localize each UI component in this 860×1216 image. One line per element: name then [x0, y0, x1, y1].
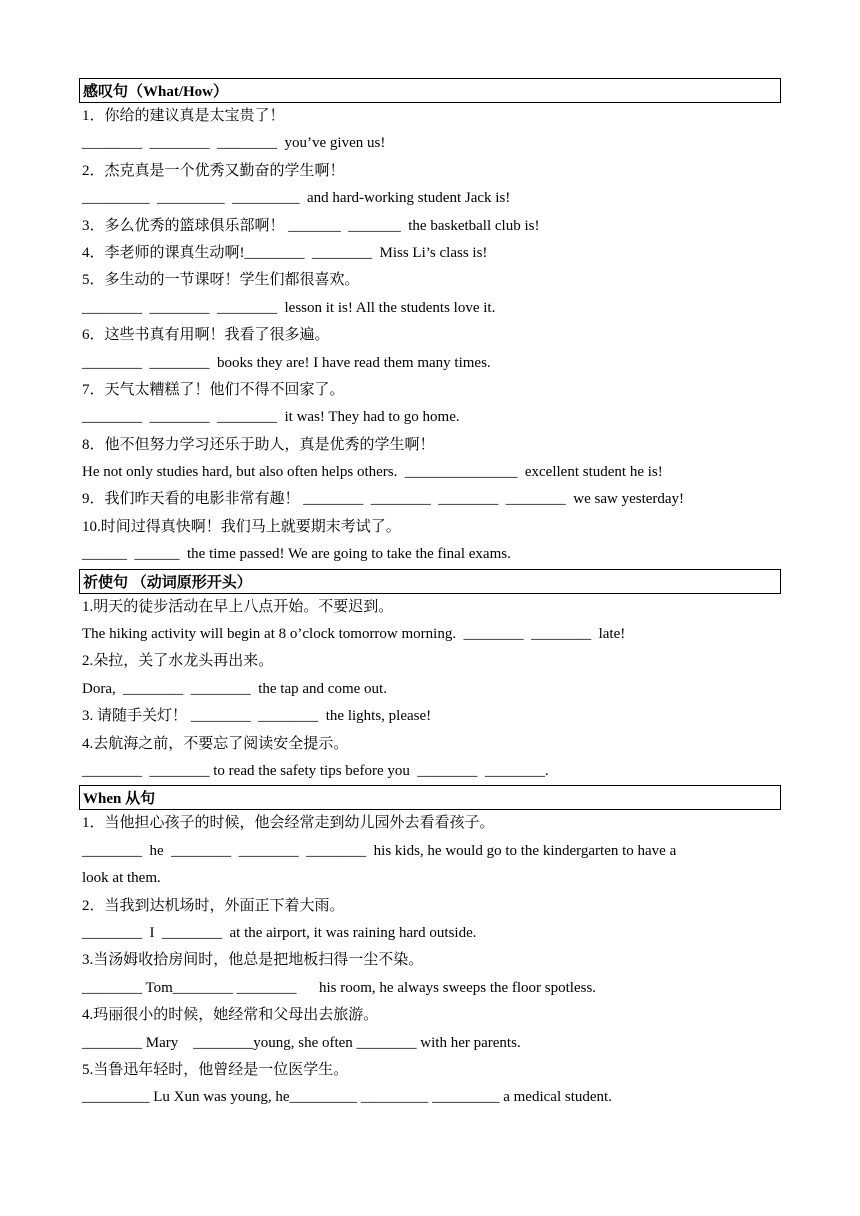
text-line: ________ I ________ at the airport, it was raining hard outside. — [82, 924, 477, 941]
section-when-clause-lines — [79, 810, 781, 1111]
text-line: 2．杰克真是一个优秀又勤奋的学生啊！ — [82, 162, 345, 179]
text-line: 3．多么优秀的篮球俱乐部啊！ _______ _______ the basketball club is! — [82, 217, 540, 234]
text-line: ________ ________ to read the safety tips before you ________ ________. — [82, 762, 549, 779]
text-line: 3. 请随手关灯！ ________ ________ the lights, please! — [82, 708, 432, 725]
text-line: ________ Tom________ ________ his room, he always sweeps the floor spotless. — [82, 979, 597, 996]
text-line: 6．这些书真有用啊！我看了很多遍。 — [82, 327, 330, 344]
section-exclamatory-lines — [79, 103, 781, 569]
text-line: ________ Mary ________young, she often ________ with her parents. — [82, 1034, 521, 1051]
text-line: ________ ________ books they are! I have read them many times. — [82, 354, 491, 371]
text-line: 8．他不但努力学习还乐于助人，真是优秀的学生啊！ — [82, 436, 435, 453]
section-header-when-clause: When 从句 — [79, 785, 781, 810]
text-line: look at them. — [82, 870, 161, 887]
section-header-imperative: 祈使句 （动词原形开头） — [79, 569, 781, 594]
text-line: The hiking activity will begin at 8 o’clock tomorrow morning. ________ ________ late! — [82, 626, 626, 643]
text-line: 4.去航海之前，不要忘了阅读安全提示。 — [82, 735, 349, 752]
text-line: ________ ________ ________ it was! They had to go home. — [82, 409, 460, 426]
text-line: 5.当鲁迅年轻时，他曾经是一位医学生。 — [82, 1061, 349, 1078]
worksheet — [79, 78, 781, 1112]
text-line: 2.朵拉，关了水龙头再出来。 — [82, 653, 274, 670]
text-line: 10.时间过得真快啊！我们马上就要期末考试了。 — [82, 518, 401, 535]
text-line: 1．当他担心孩子的时候，他会经常走到幼儿园外去看看孩子。 — [82, 815, 495, 832]
section-header-exclamatory: 感叹句（What/How） — [79, 78, 781, 103]
text-line: 1.明天的徒步活动在早上八点开始。不要迟到。 — [82, 598, 394, 615]
text-line: 7．天气太糟糕了！他们不得不回家了。 — [82, 381, 345, 398]
text-line: 4.玛丽很小的时候，她经常和父母出去旅游。 — [82, 1007, 379, 1024]
text-line: Dora, ________ ________ the tap and come out. — [82, 680, 387, 697]
text-line: ______ ______ the time passed! We are going to take the final exams. — [82, 546, 511, 563]
text-line: 2．当我到达机场时，外面正下着大雨。 — [82, 897, 345, 914]
text-line: ________ he ________ ________ ________ his kids, he would go to the kindergarten to have a — [82, 842, 677, 859]
text-line: 9．我们昨天看的电影非常有趣！ ________ ________ ________ ________ we saw yesterday! — [82, 491, 685, 508]
section-imperative-lines — [79, 594, 781, 786]
text-line: 5．多生动的一节课呀！学生们都很喜欢。 — [82, 272, 360, 289]
text-line: 3.当汤姆收拾房间时，他总是把地板扫得一尘不染。 — [82, 952, 424, 969]
text-line: ________ ________ ________ lesson it is! All the students love it. — [82, 299, 496, 316]
text-line: 1．你给的建议真是太宝贵了！ — [82, 108, 285, 124]
text-line: _________ Lu Xun was young, he_________ _________ _________ a medical student. — [82, 1089, 612, 1106]
text-line: 4．李老师的课真生动啊!________ ________ Miss Li’s class is! — [82, 244, 488, 261]
text-line: _________ _________ _________ and hard-working student Jack is! — [82, 190, 511, 207]
text-line: ________ ________ ________ you’ve given us! — [82, 135, 386, 152]
text-line: He not only studies hard, but also often helps others. _______________ excellent student he is! — [82, 464, 663, 481]
